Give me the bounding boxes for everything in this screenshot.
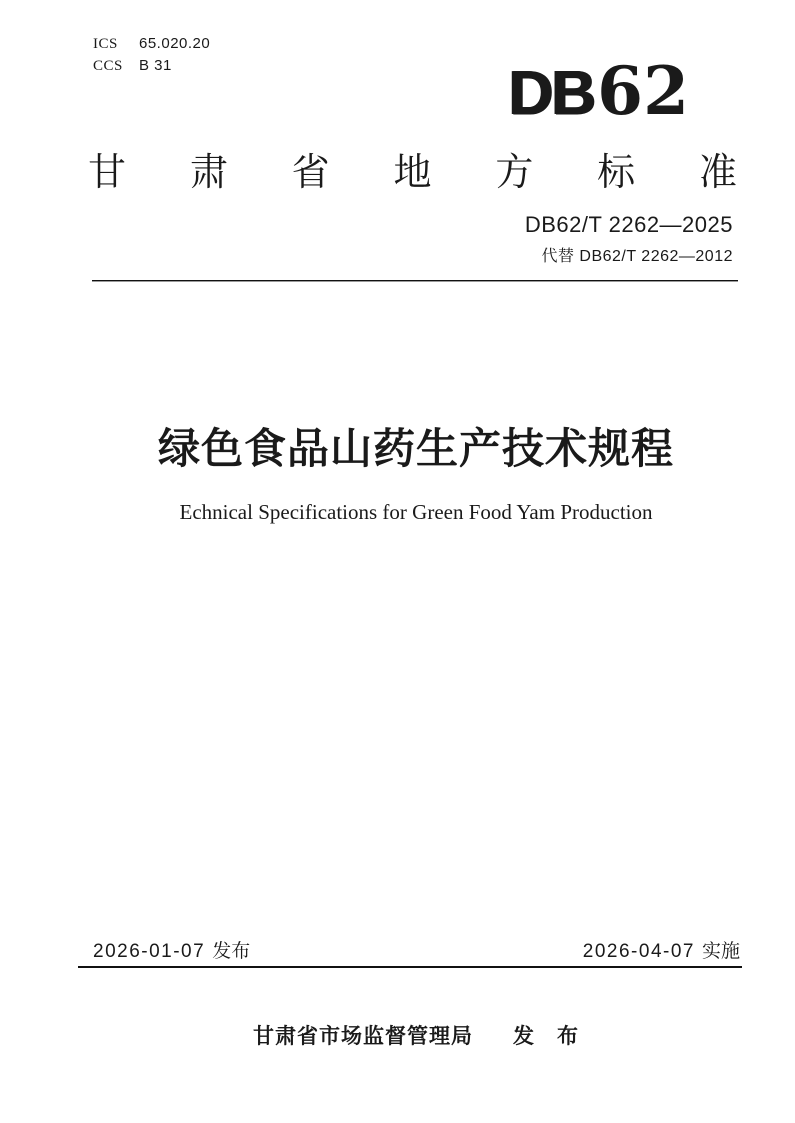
ccs-code [93, 55, 210, 77]
document-title-en: Echnical Specifications for Green Food Yam Production [179, 500, 653, 524]
issue-date-label: 发布 [212, 941, 251, 962]
province-standard-heading [88, 152, 737, 194]
classification-codes [93, 33, 210, 77]
province-standard-char: 肃 [189, 152, 228, 194]
province-standard-char: 地 [393, 152, 432, 194]
province-standard-char: 方 [495, 152, 534, 194]
province-standard-char: 准 [698, 152, 737, 194]
replaces-note: 代替 DB62/T 2262—2012 [541, 248, 733, 265]
implement-date-value: 2026-04-07 [582, 941, 695, 962]
ics-label: ICS [93, 36, 118, 52]
issue-date-value: 2026-01-07 [93, 941, 206, 962]
document-title-cn: 绿色食品山药生产技术规程 [157, 425, 674, 472]
header-rule [92, 280, 738, 282]
implement-date-label: 实施 [701, 941, 740, 962]
footer-rule [78, 966, 742, 968]
province-standard-char: 标 [597, 152, 636, 194]
publisher-line [92, 1024, 740, 1050]
ccs-label: CCS [93, 58, 123, 74]
standard-number-block [525, 212, 733, 266]
db62-logo-prefix: DB [508, 59, 595, 128]
db62-logo-number: 62 [597, 52, 689, 130]
db62-logo [508, 52, 689, 130]
ics-value: 65.020.20 [139, 35, 211, 52]
province-standard-char: 甘 [88, 152, 127, 194]
publisher-issue-label: 发 布 [513, 1025, 579, 1048]
standard-number: DB62/T 2262—2025 [524, 212, 733, 237]
ccs-value: B 31 [139, 57, 172, 74]
implement-date [583, 940, 740, 963]
dates-row [93, 940, 740, 963]
ics-code [93, 33, 210, 55]
publisher-name: 甘肃省市场监督管理局 [253, 1025, 473, 1048]
province-standard-char: 省 [291, 152, 330, 194]
issue-date [93, 940, 250, 963]
